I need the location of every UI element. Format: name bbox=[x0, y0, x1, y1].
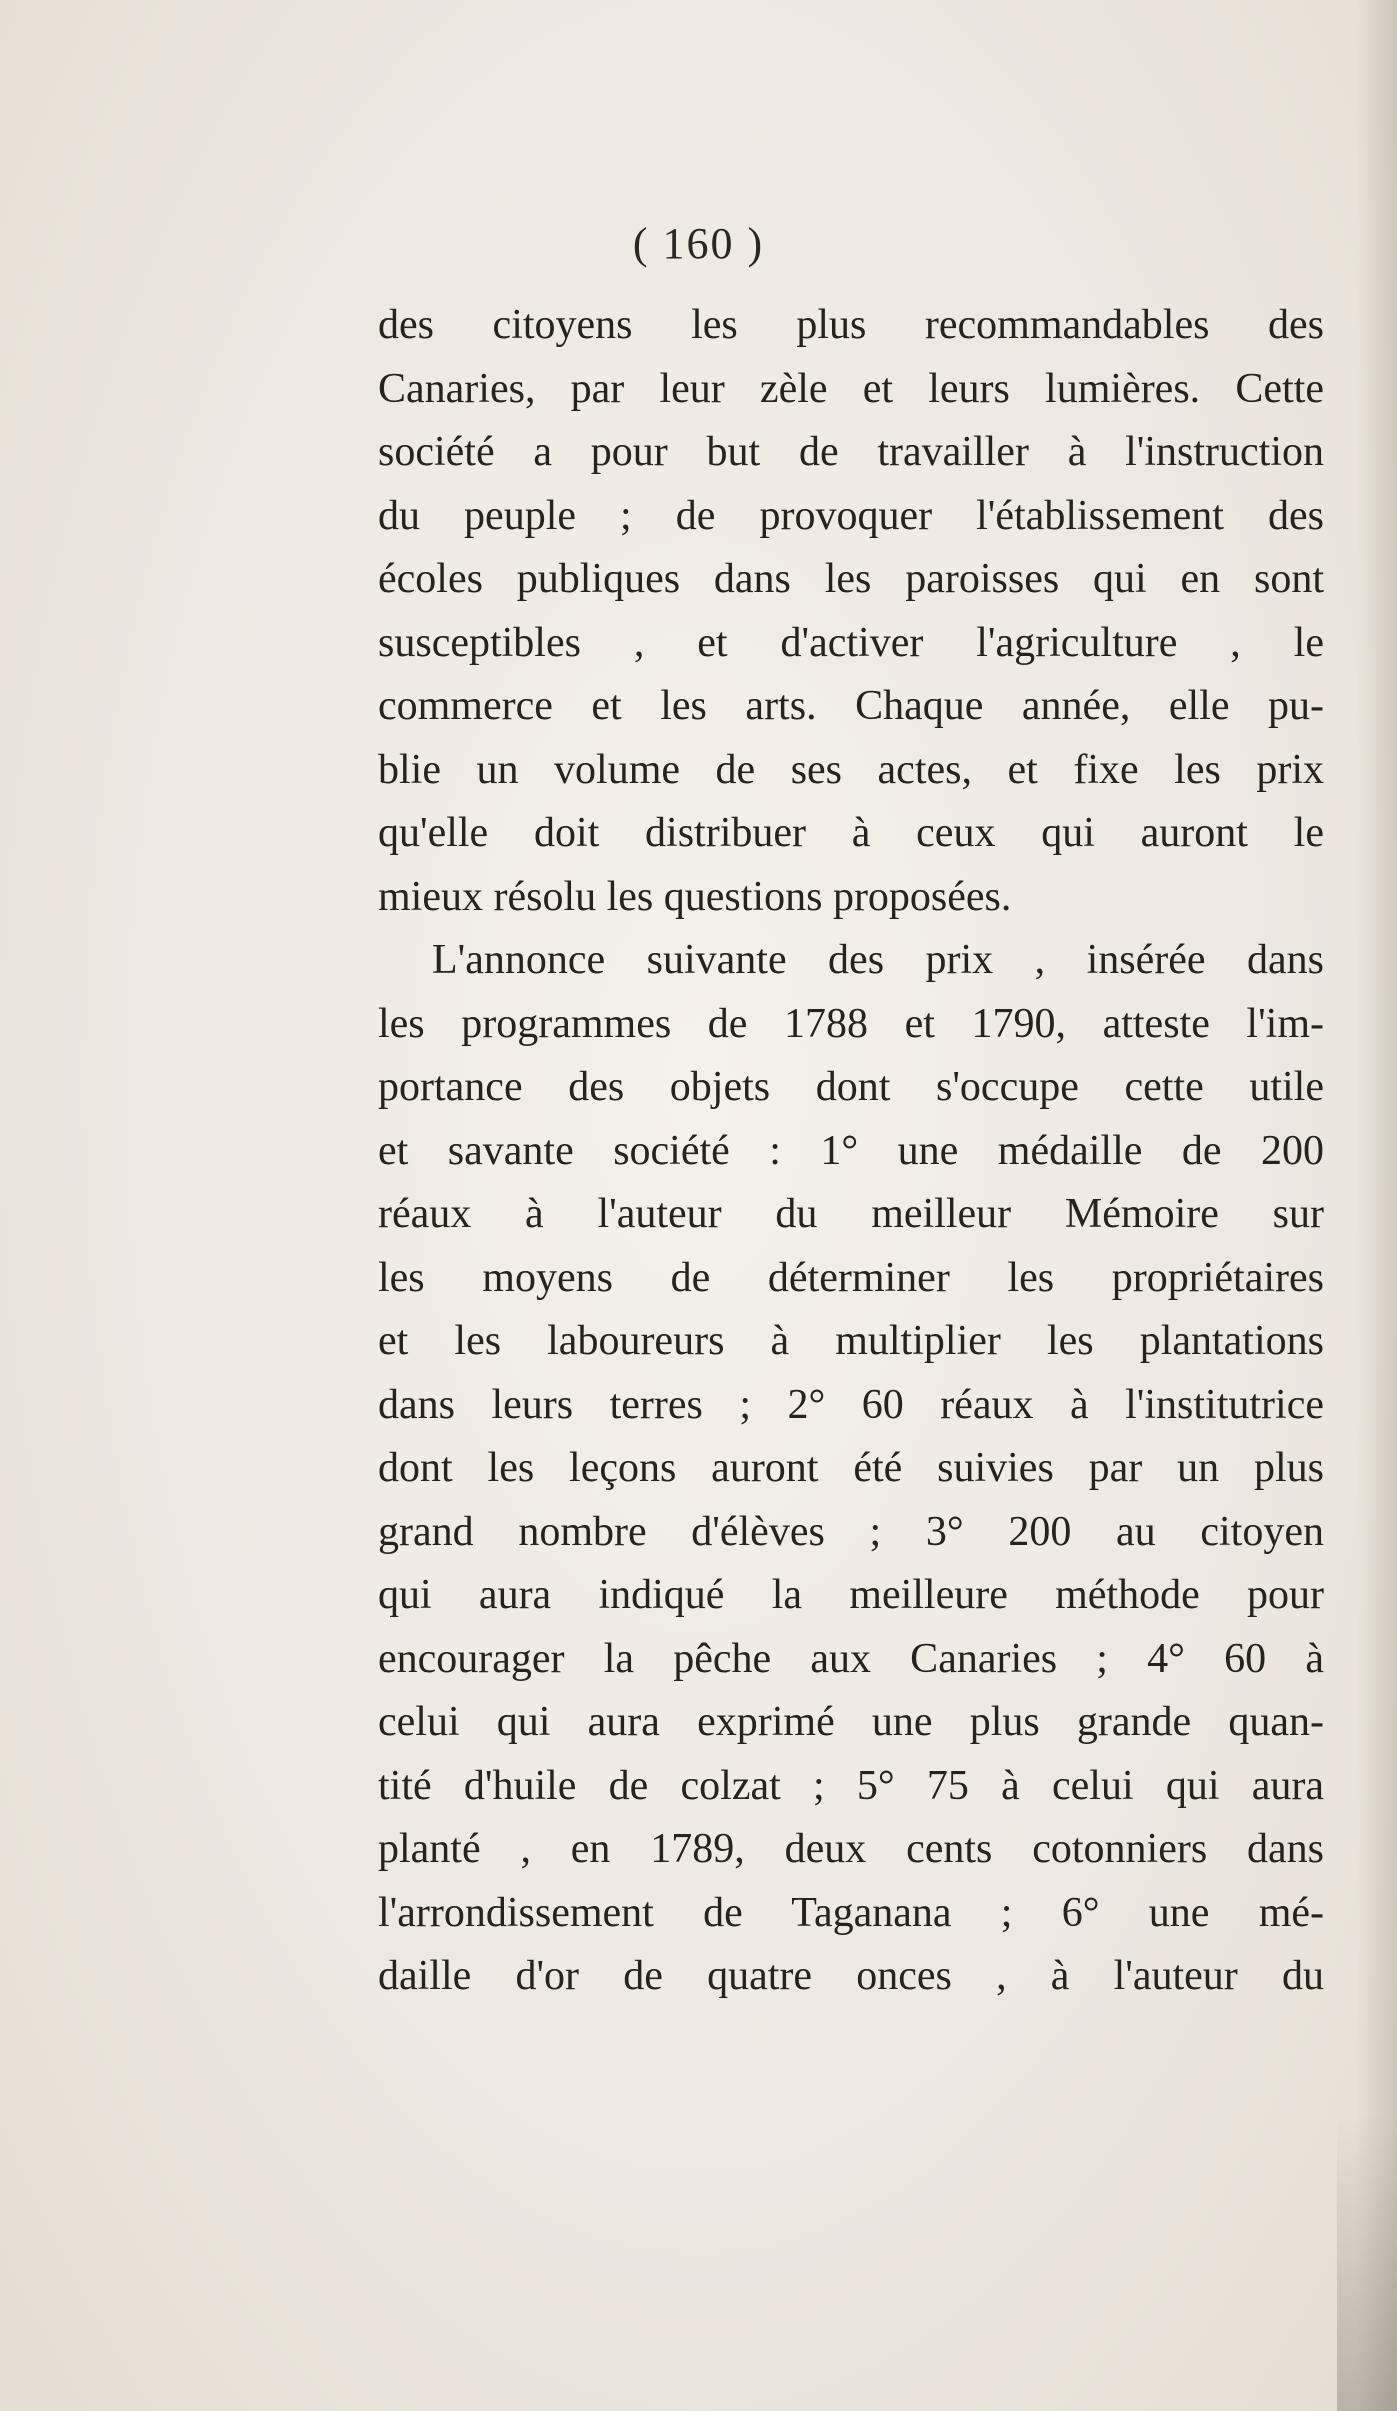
text-line: grand nombre d'élèves ; 3° 200 au citoyen bbox=[378, 1508, 1324, 1555]
text-line: susceptibles , et d'activer l'agriculture , le bbox=[378, 619, 1324, 666]
text-line: tité d'huile de colzat ; 5° 75 à celui qui aura bbox=[378, 1762, 1324, 1809]
text-line: celui qui aura exprimé une plus grande quan- bbox=[378, 1699, 1324, 1745]
text-line: réaux à l'auteur du meilleur Mémoire sur bbox=[378, 1191, 1324, 1237]
text-line: écoles publiques dans les paroisses qui en sont bbox=[378, 556, 1324, 602]
text-line: société a pour but de travailler à l'instruction bbox=[378, 429, 1324, 475]
text-line: Canaries, par leur zèle et leurs lumières. Cette bbox=[378, 365, 1324, 412]
text-line: les moyens de déterminer les propriétaires bbox=[378, 1254, 1324, 1301]
text-line: planté , en 1789, deux cents cotonniers dans bbox=[378, 1826, 1324, 1872]
text-line: et les laboureurs à multiplier les plantations bbox=[378, 1318, 1324, 1364]
text-line: du peuple ; de provoquer l'établissement des bbox=[378, 492, 1324, 539]
text-line: daille d'or de quatre onces , à l'auteur du bbox=[378, 1953, 1324, 1999]
page-number: ( 160 ) bbox=[632, 219, 765, 268]
text-line: dans leurs terres ; 2° 60 réaux à l'institutrice bbox=[378, 1381, 1324, 1428]
text-line: l'arrondissement de Taganana ; 6° une mé- bbox=[378, 1889, 1324, 1936]
paragraph-start-line: L'annonce suivante des prix , insérée dans bbox=[432, 937, 1324, 983]
text-line: commerce et les arts. Chaque année, elle pu- bbox=[378, 683, 1324, 729]
paragraph-end-line: mieux résolu les questions proposées. bbox=[378, 873, 1012, 920]
page-corner-shadow bbox=[1337, 2111, 1397, 2411]
text-line: et savante société : 1° une médaille de 200 bbox=[378, 1127, 1324, 1174]
text-line: qu'elle doit distribuer à ceux qui auront le bbox=[378, 810, 1324, 856]
text-line: blie un volume de ses actes, et fixe les prix bbox=[378, 746, 1324, 793]
text-line: des citoyens les plus recommandables des bbox=[378, 302, 1324, 348]
text-line: qui aura indiqué la meilleure méthode pour bbox=[378, 1572, 1324, 1618]
text-line: les programmes de 1788 et 1790, atteste l'im- bbox=[378, 1000, 1324, 1047]
page-edge-shadow bbox=[1357, 0, 1397, 2411]
body-text bbox=[378, 294, 1324, 2009]
text-line: encourager la pêche aux Canaries ; 4° 60 à bbox=[378, 1635, 1324, 1682]
text-line: dont les leçons auront été suivies par un plus bbox=[378, 1445, 1324, 1491]
text-line: portance des objets dont s'occupe cette utile bbox=[378, 1064, 1324, 1110]
